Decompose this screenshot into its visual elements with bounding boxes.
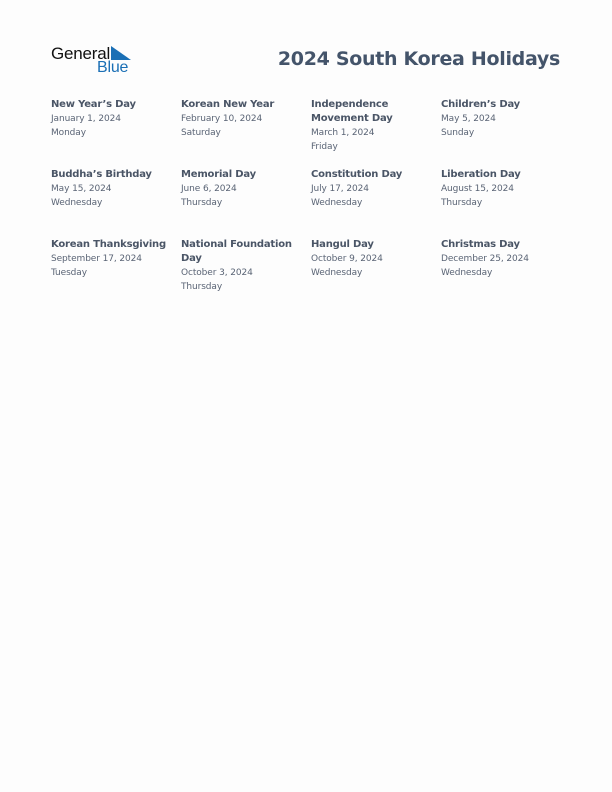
- holiday-name: National Foundation Day: [181, 239, 292, 264]
- holiday-weekday: Tuesday: [51, 268, 87, 278]
- holiday-name: Korean Thanksgiving: [51, 239, 166, 250]
- holiday-date: August 15, 2024: [441, 184, 514, 194]
- holiday-date: May 5, 2024: [441, 114, 496, 124]
- holiday-name: Children’s Day: [441, 99, 520, 110]
- holiday-weekday: Wednesday: [441, 268, 493, 278]
- holiday-name: New Year’s Day: [51, 99, 136, 110]
- holiday-item: [51, 238, 181, 308]
- general-blue-logo: [51, 44, 141, 78]
- holiday-date: July 17, 2024: [311, 184, 369, 194]
- holiday-weekday: Saturday: [181, 128, 221, 138]
- holiday-date: February 10, 2024: [181, 114, 263, 124]
- holiday-date: March 1, 2024: [311, 128, 375, 138]
- page-title: 2024 South Korea Holidays: [277, 48, 560, 70]
- holiday-weekday: Thursday: [181, 198, 223, 208]
- holiday-item: [311, 98, 441, 168]
- holiday-date: October 9, 2024: [311, 254, 383, 264]
- holiday-date: May 15, 2024: [51, 184, 112, 194]
- holiday-item: [441, 98, 571, 168]
- holiday-weekday: Wednesday: [311, 198, 363, 208]
- holiday-name: Christmas Day: [441, 239, 520, 250]
- holiday-weekday: Wednesday: [51, 198, 103, 208]
- holiday-weekday: Monday: [51, 128, 86, 138]
- holiday-item: [441, 238, 571, 308]
- holiday-name: Buddha’s Birthday: [51, 169, 152, 180]
- holiday-weekday: Wednesday: [311, 268, 363, 278]
- holiday-item: [311, 168, 441, 238]
- holiday-item: [441, 168, 571, 238]
- holiday-weekday: Friday: [311, 142, 338, 152]
- holiday-name: Constitution Day: [311, 169, 403, 180]
- holiday-item: [181, 238, 311, 308]
- holiday-item: [51, 168, 181, 238]
- holiday-name: Korean New Year: [181, 99, 275, 110]
- holiday-date: June 6, 2024: [181, 184, 237, 194]
- logo-triangle-icon: [111, 46, 131, 60]
- holiday-item: [311, 238, 441, 308]
- holiday-name: Liberation Day: [441, 169, 521, 180]
- holiday-weekday: Thursday: [181, 282, 223, 292]
- holiday-name: Memorial Day: [181, 169, 256, 180]
- logo-text-general: General: [51, 44, 111, 63]
- holiday-item: [181, 168, 311, 238]
- holiday-weekday: Thursday: [441, 198, 483, 208]
- holiday-item: [181, 98, 311, 168]
- holiday-name: Independence Movement Day: [311, 99, 393, 124]
- holiday-date: October 3, 2024: [181, 268, 253, 278]
- holiday-name: Hangul Day: [311, 239, 374, 250]
- holiday-date: September 17, 2024: [51, 254, 142, 264]
- holiday-date: December 25, 2024: [441, 254, 529, 264]
- logo-text-blue: Blue: [97, 59, 129, 76]
- holiday-date: January 1, 2024: [51, 114, 121, 124]
- holiday-list: [51, 98, 571, 308]
- holiday-item: [51, 98, 181, 168]
- holiday-weekday: Sunday: [441, 128, 475, 138]
